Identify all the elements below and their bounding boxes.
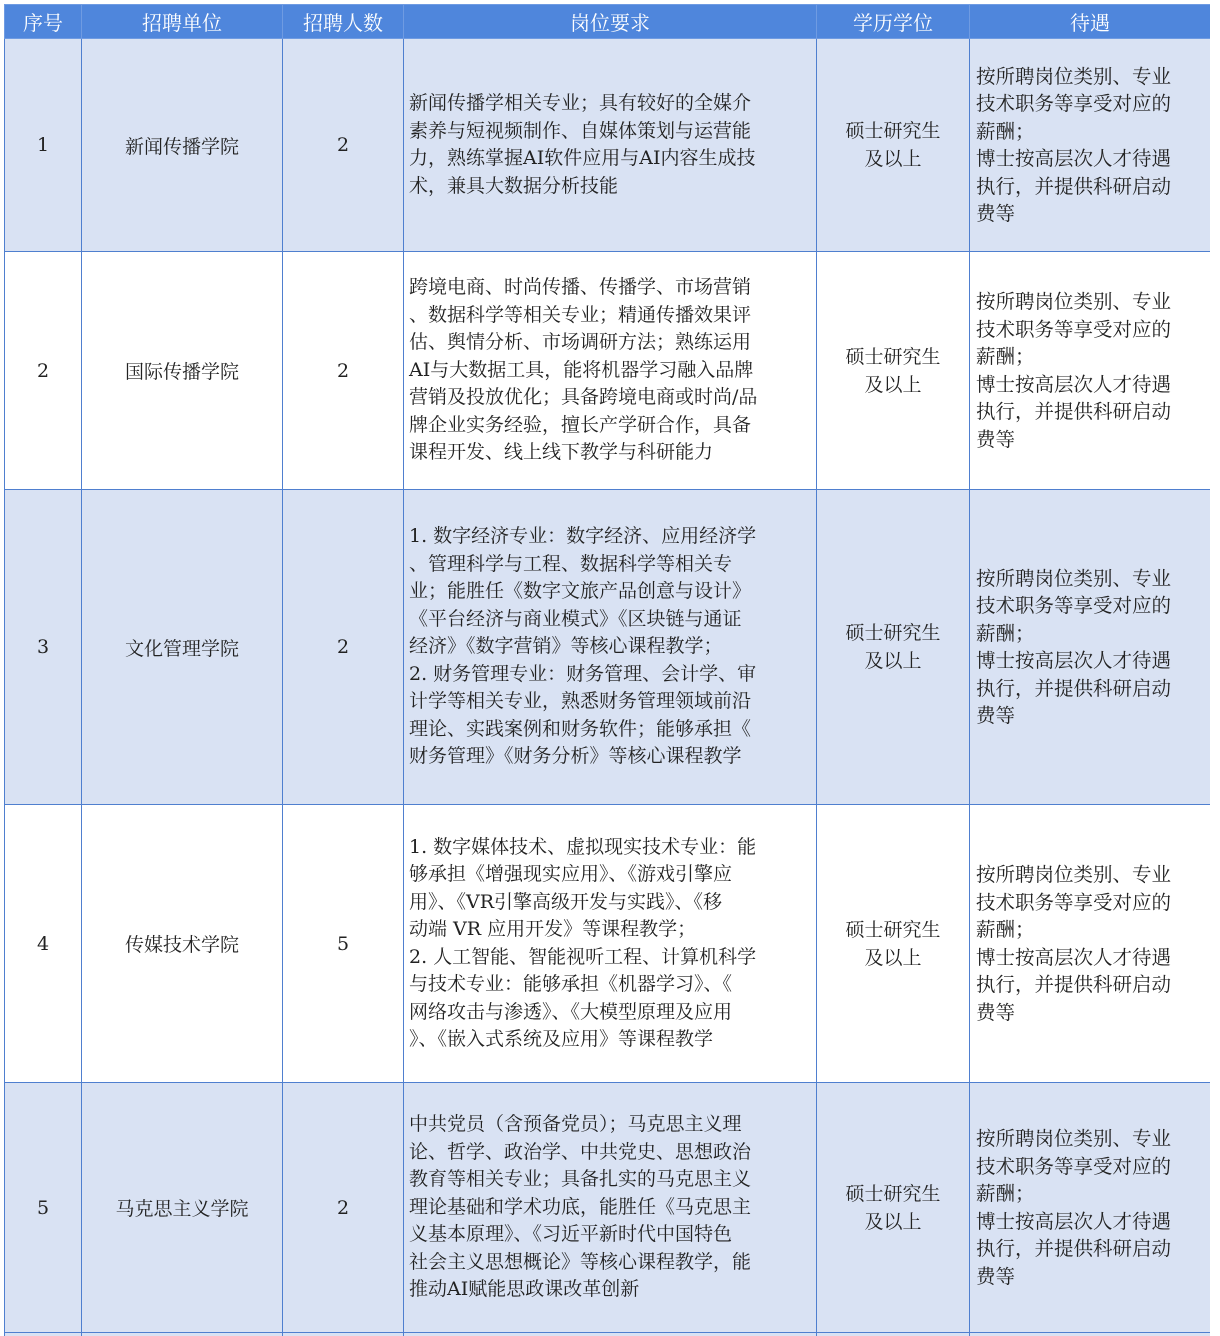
requirement-line: 术，兼具大数据分析技能	[409, 174, 619, 197]
requirement-line: 义基本原理》、《习近平新时代中国特色	[409, 1223, 733, 1246]
benefit-line: 费等	[976, 704, 1016, 727]
row-number: 5	[5, 1083, 82, 1333]
row-unit: 文化管理学院	[82, 490, 283, 805]
degree-line: 及以上	[864, 946, 922, 969]
benefit-line: 技术职务等享受对应的	[976, 317, 1172, 341]
requirement-line: 课程开发、线上线下教学与科研能力	[409, 441, 714, 464]
degree-line: 硕士研究生	[845, 1182, 941, 1205]
benefit-line: 博士按高层次人才待遇	[976, 945, 1172, 969]
row-number: 1	[5, 39, 82, 252]
benefit-line: 技术职务等享受对应的	[976, 594, 1172, 617]
benefit-line: 薪酬；	[976, 621, 1035, 645]
row-benefits	[970, 252, 1211, 490]
requirement-line: 跨境电商、时尚传播、传播学、市场营销	[409, 276, 752, 299]
requirement-line: 估、舆情分析、市场调研方法；熟练运用	[409, 331, 752, 354]
row-unit: 国际传播学院	[82, 252, 283, 490]
requirement-line: 2. 人工智能、智能视听工程、计算机科学	[409, 945, 757, 968]
benefit-line: 技术职务等享受对应的	[976, 1154, 1172, 1178]
row-number: 2	[5, 252, 82, 490]
table-row	[5, 490, 1211, 805]
requirement-line: 经济》《数字营销》等核心课程教学；	[409, 635, 723, 658]
requirement-line: 计学等相关专业，熟悉财务管理领域前沿	[409, 690, 752, 713]
benefit-line: 执行，并提供科研启动	[976, 676, 1172, 700]
row-count: 5	[283, 805, 404, 1083]
benefit-line: 费等	[976, 427, 1016, 451]
table-header-row	[5, 5, 1211, 39]
row-degree	[817, 805, 970, 1083]
benefit-line: 薪酬；	[976, 918, 1035, 941]
requirement-line: AI与大数据工具，能将机器学习融入品牌	[409, 358, 754, 381]
row-requirements	[404, 805, 817, 1083]
requirement-line: 、管理科学与工程、数据科学等相关专	[409, 552, 733, 575]
row-unit: 传媒技术学院	[82, 805, 283, 1083]
benefit-line: 按所聘岗位类别、专业	[976, 1127, 1172, 1150]
requirement-line: 网络攻击与渗透》、《大模型原理及应用	[409, 1000, 733, 1023]
requirement-line: 营销及投放优化；具备跨境电商或时尚/品	[409, 386, 758, 409]
row-requirements	[404, 1083, 817, 1333]
benefit-line: 按所聘岗位类别、专业	[976, 290, 1172, 313]
header-unit: 招聘单位	[82, 5, 283, 39]
benefit-line: 薪酬；	[976, 1182, 1035, 1205]
empty-cell	[404, 1333, 817, 1336]
row-count: 2	[283, 39, 404, 252]
header-count: 招聘人数	[283, 5, 404, 39]
row-degree	[817, 39, 970, 252]
table-row	[5, 805, 1211, 1083]
row-count: 2	[283, 1083, 404, 1333]
requirement-line: 中共党员（含预备党员）；马克思主义理	[409, 1113, 742, 1136]
degree-line: 及以上	[864, 650, 922, 672]
degree-line: 硕士研究生	[845, 345, 941, 368]
row-degree	[817, 1083, 970, 1333]
degree-line: 硕士研究生	[845, 918, 941, 941]
degree-line: 硕士研究生	[845, 622, 941, 644]
row-benefits	[970, 490, 1211, 805]
header-requirements: 岗位要求	[404, 5, 817, 39]
requirement-line: 社会主义思想概论》等核心课程教学，能	[409, 1250, 752, 1273]
row-requirements	[404, 252, 817, 490]
benefit-line: 按所聘岗位类别、专业	[976, 566, 1172, 590]
empty-cell	[817, 1333, 970, 1336]
benefit-line: 执行，并提供科研启动	[976, 400, 1172, 423]
benefit-line: 博士按高层次人才待遇	[976, 372, 1172, 396]
header-no: 序号	[5, 5, 82, 39]
requirement-line: 《平台经济与商业模式》《区块链与通证	[409, 607, 742, 630]
degree-line: 硕士研究生	[845, 120, 941, 142]
benefit-line: 费等	[976, 202, 1016, 225]
benefit-line: 执行，并提供科研启动	[976, 174, 1172, 198]
requirement-line: 与技术专业：能够承担《机器学习》、《	[409, 973, 733, 995]
row-degree	[817, 490, 970, 805]
row-benefits	[970, 1083, 1211, 1333]
requirement-line: 动端 VR 应用开发》等课程教学；	[409, 918, 697, 940]
row-count: 2	[283, 252, 404, 490]
table-row	[5, 39, 1211, 252]
benefit-line: 费等	[976, 1000, 1016, 1024]
benefit-line: 执行，并提供科研启动	[976, 1237, 1172, 1260]
requirement-line: 够承担《增强现实应用》、《游戏引擎应	[409, 863, 733, 885]
degree-line: 及以上	[864, 148, 922, 170]
row-number: 3	[5, 490, 82, 805]
header-degree: 学历学位	[817, 5, 970, 39]
benefit-line: 费等	[976, 1264, 1016, 1288]
requirement-line: 素养与短视频制作、自媒体策划与运营能	[409, 119, 752, 142]
degree-line: 及以上	[864, 1210, 922, 1233]
requirement-line: 牌企业实务经验，擅长产学研合作，具备	[409, 413, 752, 436]
requirement-line: 教育等相关专业；具备扎实的马克思主义	[409, 1168, 752, 1191]
requirement-line: 新闻传播学相关专业；具有较好的全媒介	[409, 92, 752, 114]
requirement-line: 业；能胜任《数字文旅产品创意与设计》	[409, 580, 752, 603]
empty-cell	[283, 1333, 404, 1336]
requirement-line: 1. 数字经济专业：数字经济、应用经济学	[409, 525, 757, 548]
benefit-line: 博士按高层次人才待遇	[976, 1209, 1172, 1233]
row-unit: 新闻传播学院	[82, 39, 283, 252]
benefit-line: 技术职务等享受对应的	[976, 92, 1172, 115]
requirement-line: 、数据科学等相关专业；精通传播效果评	[409, 303, 752, 326]
row-requirements	[404, 490, 817, 805]
requirement-line: 论、哲学、政治学、中共党史、思想政治	[409, 1140, 752, 1163]
requirement-line: 推动AI赋能思政课改革创新	[409, 1278, 640, 1301]
recruitment-table	[4, 4, 1210, 1336]
requirement-line: 财务管理》《财务分析》等核心课程教学	[409, 745, 742, 768]
requirement-line: 力，熟练掌握AI软件应用与AI内容生成技	[409, 147, 756, 169]
header-benefits: 待遇	[970, 5, 1211, 39]
empty-cell	[5, 1333, 82, 1336]
requirement-line: 1. 数字媒体技术、虚拟现实技术专业：能	[409, 835, 757, 858]
row-requirements	[404, 39, 817, 252]
benefit-line: 执行，并提供科研启动	[976, 973, 1172, 996]
benefit-line: 薪酬；	[976, 345, 1035, 368]
row-number: 4	[5, 805, 82, 1083]
table-row	[5, 1083, 1211, 1333]
row-benefits	[970, 805, 1211, 1083]
empty-cell	[82, 1333, 283, 1336]
requirement-line: 理论基础和学术功底，能胜任《马克思主	[409, 1195, 752, 1218]
requirement-line: 2. 财务管理专业：财务管理、会计学、审	[409, 662, 757, 685]
requirement-line: 用》、《VR引擎高级开发与实践》、《移	[409, 890, 723, 913]
recruitment-table-container	[4, 4, 1210, 1336]
benefit-line: 按所聘岗位类别、专业	[976, 863, 1172, 886]
table-row-partial	[5, 1333, 1211, 1336]
requirement-line: 》、《嵌入式系统及应用》等课程教学	[409, 1028, 714, 1050]
benefit-line: 技术职务等享受对应的	[976, 890, 1172, 914]
row-benefits	[970, 39, 1211, 252]
requirement-line: 理论、实践案例和财务软件；能够承担《	[409, 717, 752, 740]
table-row	[5, 252, 1211, 490]
empty-cell	[970, 1333, 1211, 1336]
benefit-line: 博士按高层次人才待遇	[976, 147, 1172, 170]
benefit-line: 薪酬；	[976, 119, 1035, 143]
row-degree	[817, 252, 970, 490]
benefit-line: 博士按高层次人才待遇	[976, 649, 1172, 672]
row-count: 2	[283, 490, 404, 805]
degree-line: 及以上	[864, 373, 922, 396]
row-unit: 马克思主义学院	[82, 1083, 283, 1333]
benefit-line: 按所聘岗位类别、专业	[976, 64, 1172, 88]
